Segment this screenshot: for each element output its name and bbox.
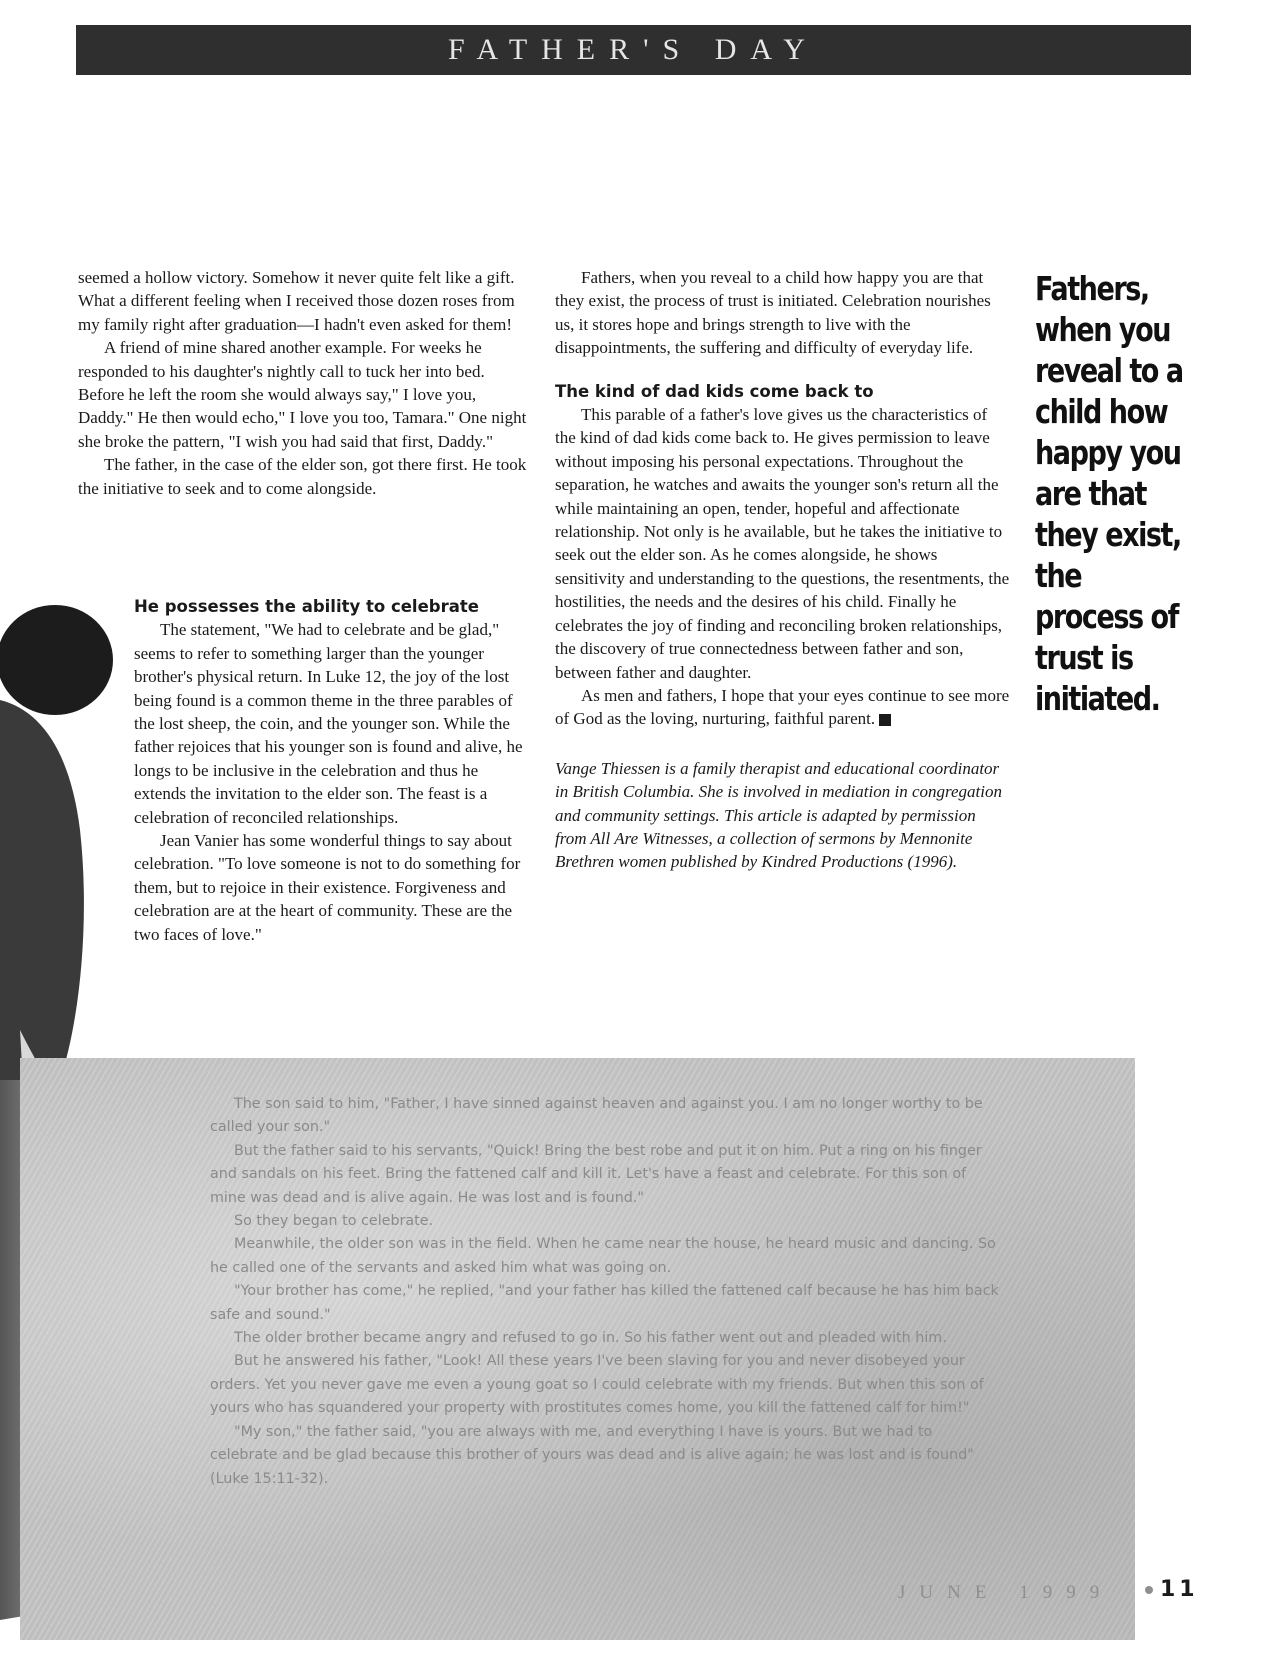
- paragraph: The statement, "We had to celebrate and be glad," seems to refer to something larger than the younger brother's physical return. In Luke 12, the joy of the lost being found is a common theme in the three parables of the lost sheep, the coin, and the younger son. While the father rejoices that his younger son is found and alive, he longs to be inclusive in the celebration and thus he extends the invitation to the elder son. The feast is a celebration of reconciled relationships.: [134, 620, 523, 827]
- article-column-left: [78, 266, 533, 500]
- scripture-paragraph: But he answered his father, "Look! All these years I've been slaving for you and never disobeyed your orders. Yet you never gave me even a young goat so I could celebrate with my friends. But when this son of yours who has squandered your property with prostitutes comes home, you kill the fattened calf for him!": [210, 1353, 984, 1417]
- section-heading: He possesses the ability to celebrate: [134, 597, 479, 616]
- page-number: 11: [1160, 1577, 1199, 1602]
- paragraph: This parable of a father's love gives us the characteristics of the kind of dad kids come back to. He gives permission to leave without imposing his personal expectations. Throughout the separation, he watches and awaits the younger son's return all the while maintaining an open, tender, hopeful and affectionate relationship. Not only is he available, but he takes the initiative to seek out the elder son. As he comes alongside, he shows sensitivity and understanding to the questions, the resentments, the hostilities, the needs and the desires of his child. Finally he celebrates the joy of finding and reconciling broken relationships, the discovery of true connectedness between father and son, between father and daughter.: [555, 405, 1010, 682]
- paragraph: Jean Vanier has some wonderful things to say about celebration. "To love someone is not to do something for them, but to rejoice in their existence. Forgiveness and celebration are at the heart of community. These are the two faces of love.": [134, 831, 521, 944]
- pull-quote: Fathers, when you reveal to a child how happy you are that they exist, the process of trust is initiated.: [1035, 269, 1183, 718]
- author-bio: Vange Thiessen is a family therapist and educational coordinator in British Columbia. She is involved in mediation in congregation and community settings. This article is adapted by permission from All Are Witnesses, a collection of sermons by Mennonite Brethren women published by Kindred Productions (1996).: [555, 758, 1002, 872]
- paragraph: seemed a hollow victory. Somehow it never quite felt like a gift. What a different feeling when I received those dozen roses from my family right after graduation—I hadn't even asked for them!: [78, 268, 515, 334]
- scripture-passage: [210, 1093, 1000, 1491]
- section-title: FATHER'S DAY: [448, 33, 819, 66]
- article-column-left-section: [78, 595, 534, 946]
- scripture-paragraph: Meanwhile, the older son was in the field. When he came near the house, he heard music and dancing. So he called one of the servants and asked him what was going on.: [210, 1236, 996, 1276]
- paragraph: Fathers, when you reveal to a child how happy you are that they exist, the process of trust is initiated. Celebration nourishes us, it stores hope and brings strength to live with the disappointments, the suffering and difficulty of everyday life.: [555, 268, 991, 358]
- bullet-dot-icon: [1145, 1586, 1153, 1594]
- scripture-paragraph: "My son," the father said, "you are always with me, and everything I have is yours. But we had to celebrate and be glad because this brother of yours was dead and is alive again; he was lost and is found" (Luke 15:11-32).: [210, 1423, 974, 1487]
- paragraph-text: As men and fathers, I hope that your eyes continue to see more of God as the loving, nurturing, faithful parent.: [555, 685, 1010, 729]
- scripture-paragraph: The son said to him, "Father, I have sinned against heaven and against you. I am no longer worthy to be called your son.": [210, 1096, 983, 1136]
- scripture-paragraph: So they began to celebrate.: [234, 1213, 434, 1230]
- scripture-paragraph: The older brother became angry and refused to go in. So his father went out and pleaded with him.: [234, 1330, 947, 1347]
- section-heading: The kind of dad kids come back to: [555, 381, 874, 401]
- issue-date: JUNE 1999: [898, 1582, 1114, 1603]
- section-header-bar: [76, 25, 1191, 75]
- paragraph: The father, in the case of the elder son, got there first. He took the initiative to seek and to come alongside.: [78, 455, 527, 498]
- end-mark-icon: [879, 714, 891, 726]
- article-column-right: [555, 266, 1010, 874]
- scripture-paragraph: "Your brother has come," he replied, "and your father has killed the fattened calf because he has him back safe and sound.": [210, 1283, 999, 1323]
- paragraph: A friend of mine shared another example. For weeks he responded to his daughter's nightly call to tuck her into bed. Before he left the room she would always say," I love you, Daddy." He then would echo," I love you too, Tamara." One night she broke the pattern, "I wish you had said that first, Daddy.": [78, 338, 527, 451]
- scripture-paragraph: But the father said to his servants, "Quick! Bring the best robe and put it on him. Put a ring on his finger and sandals on his feet. Bring the fattened calf and kill it. Let's have a feast and celebrate. For this son of mine was dead and is alive again. He was lost and is found.": [210, 1142, 982, 1206]
- paragraph: [555, 684, 1010, 731]
